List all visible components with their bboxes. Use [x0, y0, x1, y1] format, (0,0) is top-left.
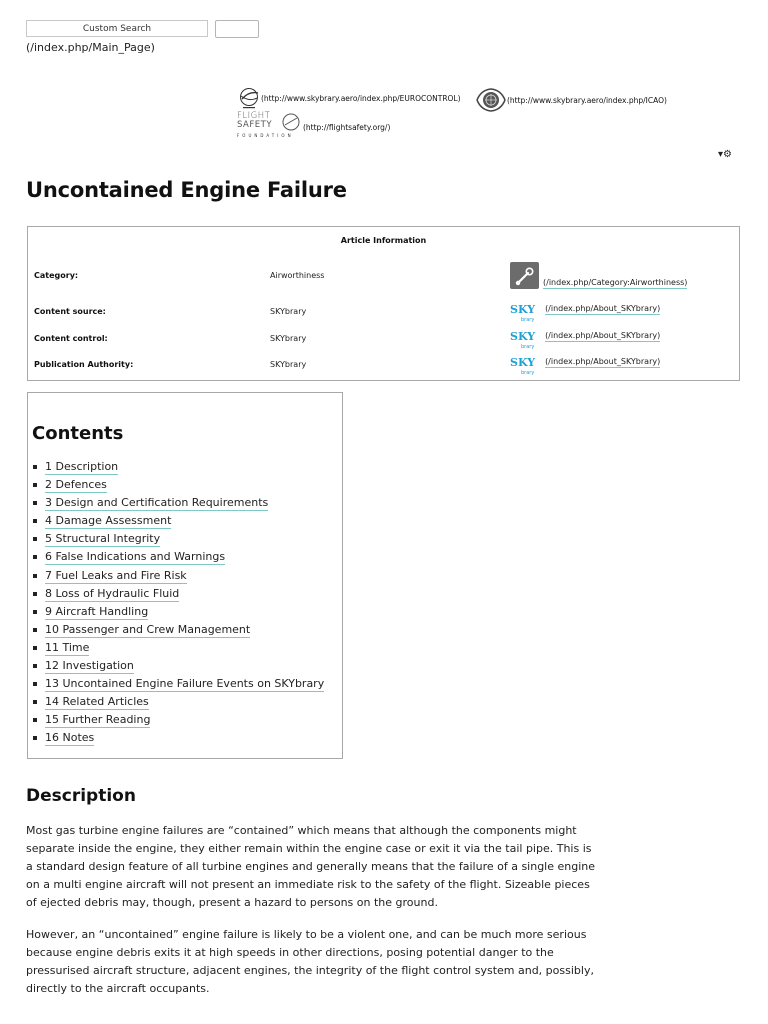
- bullet-icon: [33, 718, 37, 722]
- toc-item[interactable]: [33, 713, 324, 731]
- toc-item[interactable]: [33, 731, 324, 749]
- eurocontrol-logo-icon: [237, 86, 261, 110]
- bullet-icon: [33, 736, 37, 740]
- toc-link[interactable]: 4 Damage Assessment: [45, 514, 172, 528]
- toc-link[interactable]: 6 False Indications and Warnings: [45, 550, 226, 564]
- toc-item[interactable]: [33, 550, 324, 568]
- bullet-icon: [33, 465, 37, 469]
- settings-dropdown-icon[interactable]: ▾⚙: [718, 149, 732, 160]
- bullet-icon: [33, 610, 37, 614]
- bullet-icon: [33, 646, 37, 650]
- bullet-icon: [33, 682, 37, 686]
- flight-safety-link-text: (http://flightsafety.org/): [303, 122, 391, 132]
- toc-link[interactable]: 15 Further Reading: [45, 713, 151, 727]
- info-key-publication-authority: Publication Authority:: [34, 360, 134, 369]
- bullet-icon: [33, 519, 37, 523]
- info-value-content-control: SKYbrary: [270, 334, 307, 343]
- toc-link[interactable]: 10 Passenger and Crew Management: [45, 622, 251, 636]
- fsf-circle-icon: [281, 112, 301, 132]
- content-control-link-text: (/index.php/About_SKYbrary): [545, 331, 661, 340]
- toc-link[interactable]: 14 Related Articles: [45, 695, 149, 709]
- wrench-icon: [510, 262, 539, 289]
- category-link-text: (/index.php/Category:Airworthiness): [543, 278, 688, 287]
- bullet-icon: [33, 664, 37, 668]
- info-key-content-source: Content source:: [34, 307, 106, 316]
- bullet-icon: [33, 700, 37, 704]
- toc-item[interactable]: [33, 532, 324, 550]
- toc-item[interactable]: [33, 569, 324, 587]
- toc-item[interactable]: [33, 677, 324, 695]
- toc-link[interactable]: 5 Structural Integrity: [45, 532, 161, 546]
- fsf-logo-text-3: FOUNDATION: [237, 133, 294, 138]
- info-key-category: Category:: [34, 271, 79, 280]
- info-value-category: Airworthiness: [270, 271, 325, 280]
- article-info-box: [27, 226, 740, 381]
- toc-item[interactable]: [33, 623, 324, 641]
- category-link[interactable]: [510, 262, 687, 289]
- main-page-link[interactable]: (/index.php/Main_Page): [26, 41, 155, 54]
- skybrary-logo-icon: SKY brary: [510, 356, 536, 376]
- bullet-icon: [33, 592, 37, 596]
- table-of-contents: [27, 392, 343, 759]
- icao-link-text: (http://www.skybrary.aero/index.php/ICAO): [507, 95, 667, 105]
- toc-list: [33, 460, 324, 750]
- skybrary-logo-icon: SKY brary: [510, 303, 536, 323]
- bullet-icon: [33, 555, 37, 559]
- toc-link[interactable]: 2 Defences: [45, 478, 107, 492]
- toc-link[interactable]: 8 Loss of Hydraulic Fluid: [45, 586, 180, 600]
- toc-item[interactable]: [33, 659, 324, 677]
- fsf-logo-text-1: FLIGHT: [237, 111, 271, 121]
- toc-item[interactable]: [33, 478, 324, 496]
- skybrary-logo-icon: SKY brary: [510, 330, 536, 350]
- toc-item[interactable]: [33, 605, 324, 623]
- toc-link[interactable]: 16 Notes: [45, 731, 95, 745]
- toc-item[interactable]: [33, 496, 324, 514]
- toc-link[interactable]: 3 Design and Certification Requirements: [45, 496, 269, 510]
- icao-link[interactable]: [475, 86, 667, 114]
- toc-link[interactable]: 11 Time: [45, 640, 90, 654]
- flight-safety-link[interactable]: [237, 112, 390, 142]
- search-input[interactable]: [26, 20, 208, 37]
- icao-logo-icon: [475, 86, 507, 114]
- publication-authority-link[interactable]: [510, 356, 661, 376]
- toc-item[interactable]: [33, 641, 324, 659]
- content-source-link[interactable]: [510, 303, 661, 323]
- bullet-icon: [33, 483, 37, 487]
- fsf-logo-text-2: SAFETY: [237, 120, 273, 130]
- content-control-link[interactable]: [510, 330, 661, 350]
- info-value-publication-authority: SKYbrary: [270, 360, 307, 369]
- description-paragraph: However, an “uncontained” engine failure is likely to be a violent one, and can be much more serious because engine debris exits it at high speeds in other directions, posing potential danger to the pressurised aircraft structure, adjacent engines, the integrity of the flight control system and, possibly, directly to the aircraft occupants.: [26, 928, 594, 995]
- toc-link[interactable]: 9 Aircraft Handling: [45, 604, 149, 618]
- bullet-icon: [33, 501, 37, 505]
- content-source-link-text: (/index.php/About_SKYbrary): [545, 304, 661, 313]
- description-heading: Description: [26, 786, 136, 806]
- description-paragraph: Most gas turbine engine failures are “contained” which means that although the components might separate inside the engine, they either remain within the engine case or exit it via the tail pipe. This is a standard design feature of all turbine engines and generally means that the failure of a single engine on a multi engine aircraft will not present an immediate risk to the safety of the flight. Sizeable pieces of ejected debris may, though, present a hazard to persons on the ground.: [26, 824, 596, 909]
- toc-item[interactable]: [33, 460, 324, 478]
- bullet-icon: [33, 628, 37, 632]
- toc-item[interactable]: [33, 587, 324, 605]
- toc-item[interactable]: [33, 695, 324, 713]
- eurocontrol-link-text: (http://www.skybrary.aero/index.php/EUROCONTROL): [261, 93, 461, 103]
- toc-link[interactable]: 12 Investigation: [45, 659, 134, 673]
- toc-item[interactable]: [33, 514, 324, 532]
- bullet-icon: [33, 574, 37, 578]
- toc-link[interactable]: 7 Fuel Leaks and Fire Risk: [45, 568, 187, 582]
- eurocontrol-link[interactable]: [237, 86, 461, 110]
- toc-title: Contents: [32, 423, 124, 444]
- search-button[interactable]: [215, 20, 259, 38]
- publication-authority-link-text: (/index.php/About_SKYbrary): [545, 357, 661, 366]
- toc-link[interactable]: 1 Description: [45, 460, 119, 473]
- info-key-content-control: Content control:: [34, 334, 108, 343]
- info-value-content-source: SKYbrary: [270, 307, 307, 316]
- article-info-title: Article Information: [340, 236, 427, 245]
- page-title: Uncontained Engine Failure: [26, 178, 347, 202]
- flight-safety-logo-icon: [237, 111, 294, 142]
- toc-link[interactable]: 13 Uncontained Engine Failure Events on SKYbrary: [45, 677, 325, 691]
- bullet-icon: [33, 537, 37, 541]
